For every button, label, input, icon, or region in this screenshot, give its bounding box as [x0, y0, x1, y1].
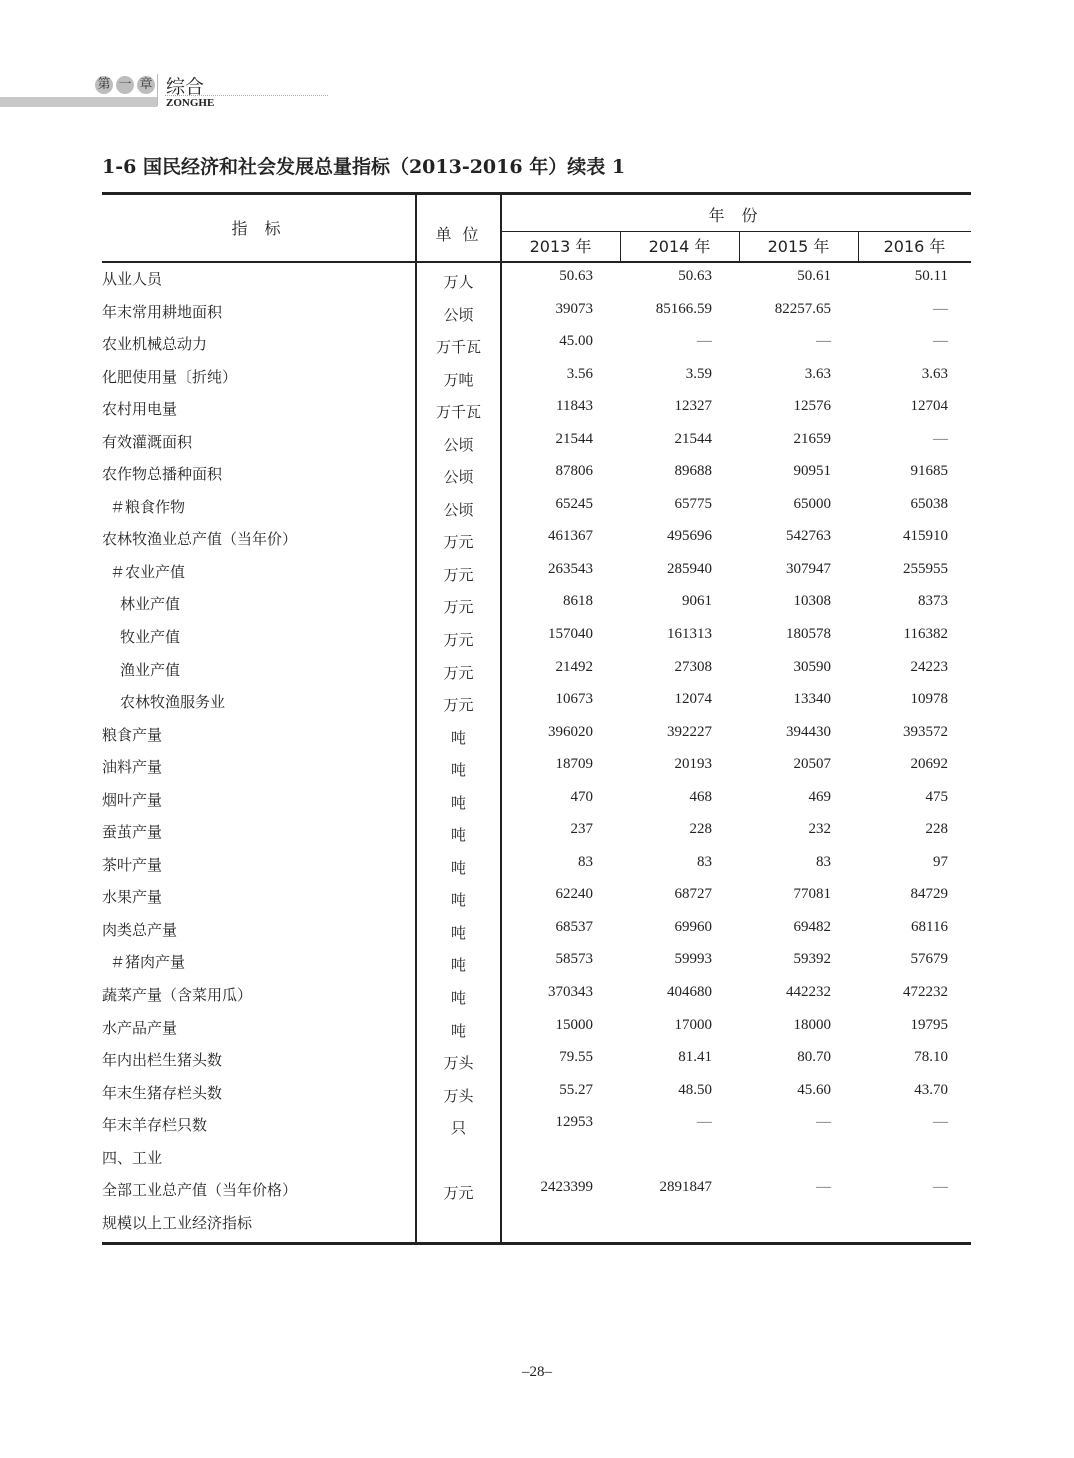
value-cell: 50.11: [914, 268, 948, 284]
value-cell: 237: [570, 821, 593, 838]
unit-cell: 万元: [443, 598, 474, 617]
page-number: –28–: [522, 1364, 552, 1380]
table-row: [102, 328, 971, 361]
header-year-group: 年 份: [708, 206, 764, 225]
unit-cell: 吨: [450, 956, 466, 975]
value-cell: 442232: [786, 984, 831, 1001]
value-cell: 48.50: [678, 1081, 712, 1098]
unit-cell: 吨: [450, 891, 466, 910]
value-cell: —: [933, 1114, 948, 1131]
indicator-name: 年末常用耕地面积: [102, 302, 223, 321]
indicator-name: 有效灌溉面积: [102, 432, 193, 451]
value-cell: 3.63: [804, 365, 831, 382]
indicator-name: 农村用电量: [102, 400, 178, 419]
value-cell: 68537: [555, 918, 593, 935]
unit-cell: 万元: [443, 533, 474, 552]
value-cell: 542763: [786, 528, 831, 545]
value-cell: —: [697, 333, 712, 350]
indicator-name: 全部工业总产值（当年价格）: [102, 1181, 298, 1200]
unit-cell: 吨: [450, 858, 466, 877]
value-cell: 45.60: [797, 1081, 831, 1098]
header-dotted-rule: [165, 95, 328, 96]
value-cell: 10673: [555, 691, 593, 708]
value-cell: 45.00: [559, 333, 593, 350]
table-row: [102, 426, 971, 459]
value-cell: 393572: [903, 723, 948, 740]
value-cell: —: [933, 300, 948, 317]
value-cell: 12327: [674, 398, 712, 415]
unit-cell: 万元: [443, 631, 474, 650]
value-cell: 18709: [555, 756, 593, 773]
table-row: [102, 751, 971, 784]
header-year-2016: 2016 年: [883, 237, 946, 256]
chapter-char: 一: [116, 76, 134, 94]
unit-cell: 万头: [443, 1054, 474, 1073]
value-cell: 83: [816, 853, 831, 870]
unit-cell: 万元: [443, 663, 474, 682]
value-cell: 370343: [548, 984, 593, 1001]
value-cell: 65245: [555, 495, 593, 512]
value-cell: 89688: [674, 463, 712, 480]
value-cell: 8373: [918, 593, 948, 610]
value-cell: 12704: [910, 398, 948, 415]
value-cell: 65775: [674, 495, 712, 512]
indicator-name: 蔬菜产量（含菜用瓜）: [102, 986, 253, 1005]
value-cell: 97: [933, 853, 948, 870]
value-cell: 8618: [563, 593, 593, 610]
value-cell: 59392: [793, 951, 831, 968]
indicator-name: 农林牧渔业总产值（当年价）: [102, 530, 298, 549]
value-cell: 27308: [674, 658, 712, 675]
value-cell: 65000: [793, 495, 831, 512]
table-row: [102, 588, 971, 621]
value-cell: 68116: [911, 918, 948, 935]
value-cell: 84729: [910, 886, 948, 903]
header-year-2013: 2013 年: [529, 237, 592, 256]
value-cell: 21659: [793, 430, 831, 447]
indicator-name: 水果产量: [102, 888, 163, 907]
value-cell: 12953: [555, 1114, 593, 1131]
value-cell: 12576: [793, 398, 831, 415]
value-cell: —: [816, 1114, 831, 1131]
indicator-name: 林业产值: [120, 595, 181, 614]
header-year-2015: 2015 年: [767, 237, 830, 256]
unit-cell: 万千瓦: [435, 403, 481, 422]
value-cell: 78.10: [914, 1049, 948, 1066]
table-row: [102, 849, 971, 882]
table-body: [102, 263, 971, 1239]
value-cell: 396020: [548, 723, 593, 740]
value-cell: 62240: [555, 886, 593, 903]
value-cell: 59993: [674, 951, 712, 968]
chapter-char: 第: [95, 76, 113, 94]
value-cell: 81.41: [678, 1049, 712, 1066]
value-cell: 2423399: [540, 1179, 593, 1196]
section-title: 综合: [166, 76, 205, 98]
unit-cell: 万元: [443, 1184, 474, 1203]
unit-cell: 万元: [443, 565, 474, 584]
table-row: [102, 816, 971, 849]
value-cell: 3.56: [566, 365, 593, 382]
value-cell: 57679: [910, 951, 948, 968]
unit-cell: 吨: [450, 761, 466, 780]
indicator-name: 农林牧渔服务业: [120, 693, 226, 712]
value-cell: 85166.59: [655, 300, 712, 317]
unit-cell: 吨: [450, 728, 466, 747]
value-cell: 68727: [674, 886, 712, 903]
value-cell: 18000: [793, 1016, 831, 1033]
indicator-name: 水产品产量: [102, 1018, 178, 1037]
value-cell: 50.63: [559, 268, 593, 284]
unit-cell: 公顷: [443, 435, 474, 454]
value-cell: —: [816, 333, 831, 350]
value-cell: 80.70: [797, 1049, 831, 1066]
indicator-name: 茶叶产量: [102, 855, 163, 874]
value-cell: 90951: [793, 463, 831, 480]
value-cell: 285940: [667, 560, 712, 577]
value-cell: 468: [689, 788, 712, 805]
value-cell: 13340: [793, 691, 831, 708]
value-cell: 58573: [555, 951, 593, 968]
indicator-name: 从业人员: [102, 270, 163, 288]
indicator-name: 蚕茧产量: [102, 823, 163, 842]
value-cell: 83: [578, 853, 593, 870]
value-cell: 82257.65: [774, 300, 831, 317]
table-row: [102, 361, 971, 394]
value-cell: 404680: [667, 984, 712, 1001]
table-row: [102, 621, 971, 654]
table-row: [102, 881, 971, 914]
unit-cell: 万元: [443, 696, 474, 715]
table-row: [102, 914, 971, 947]
section-pinyin: ZONGHE: [166, 97, 215, 109]
value-cell: 50.63: [678, 268, 712, 284]
header-divider: [157, 74, 158, 106]
value-cell: 55.27: [559, 1081, 593, 1098]
indicator-name: 化肥使用量〔折纯）: [102, 367, 238, 386]
table-row: [102, 458, 971, 491]
table-row: [102, 1142, 971, 1175]
table-top-rule: [102, 192, 971, 195]
table-row: [102, 1012, 971, 1045]
unit-cell: 吨: [450, 793, 466, 812]
value-cell: 307947: [786, 560, 831, 577]
unit-cell: 吨: [450, 923, 466, 942]
value-cell: 65038: [910, 495, 948, 512]
indicator-name: 肉类总产量: [102, 920, 178, 939]
table-row: [102, 784, 971, 817]
value-cell: 472232: [903, 984, 948, 1001]
indicator-name: 规模以上工业经济指标: [102, 1213, 253, 1232]
value-cell: 69482: [793, 918, 831, 935]
table-bottom-rule: [102, 1242, 971, 1245]
value-cell: 15000: [555, 1016, 593, 1033]
unit-cell: 吨: [450, 1021, 466, 1040]
value-cell: 10308: [793, 593, 831, 610]
value-cell: 30590: [793, 658, 831, 675]
table-row: [102, 946, 971, 979]
table-row: [102, 719, 971, 752]
value-cell: 3.63: [921, 365, 948, 382]
indicator-name: 油料产量: [102, 758, 163, 777]
value-cell: —: [933, 333, 948, 350]
table-row: [102, 296, 971, 329]
table-row: [102, 491, 971, 524]
unit-cell: 公顷: [443, 305, 474, 324]
indicator-name: 年内出栏生猪头数: [102, 1051, 223, 1070]
value-cell: 263543: [548, 560, 593, 577]
value-cell: 69960: [674, 918, 712, 935]
value-cell: 87806: [555, 463, 593, 480]
table-row: [102, 1044, 971, 1077]
value-cell: 3.59: [685, 365, 712, 382]
indicator-name: 农业机械总动力: [102, 335, 208, 354]
value-cell: 19795: [910, 1016, 948, 1033]
value-cell: 228: [925, 821, 948, 838]
value-cell: 469: [808, 788, 831, 805]
value-cell: 12074: [674, 691, 712, 708]
table-row: [102, 1174, 971, 1207]
header-year-2014: 2014 年: [648, 237, 711, 256]
value-cell: 495696: [667, 528, 712, 545]
value-cell: 157040: [548, 626, 593, 643]
indicator-name: 年末生猪存栏头数: [102, 1083, 223, 1102]
value-cell: 17000: [674, 1016, 712, 1033]
indicator-name: 牧业产值: [120, 628, 181, 647]
value-cell: 255955: [903, 560, 948, 577]
unit-cell: 万千瓦: [435, 338, 481, 357]
table-row: [102, 654, 971, 687]
table-row: [102, 979, 971, 1012]
unit-cell: 万人: [443, 273, 474, 291]
header-gray-bar: [0, 97, 157, 107]
value-cell: —: [697, 1114, 712, 1131]
table-row: [102, 1109, 971, 1142]
value-cell: 116382: [903, 626, 948, 643]
value-cell: 91685: [910, 463, 948, 480]
unit-cell: 万头: [443, 1086, 474, 1105]
value-cell: 394430: [786, 723, 831, 740]
value-cell: 392227: [667, 723, 712, 740]
value-cell: 10978: [910, 691, 948, 708]
value-cell: 20507: [793, 756, 831, 773]
unit-cell: 公顷: [443, 500, 474, 519]
indicator-name: 年末羊存栏只数: [102, 1116, 208, 1135]
table-row: [102, 1077, 971, 1110]
indicator-name: 农作物总播种面积: [102, 465, 223, 484]
unit-cell: 只: [450, 1119, 466, 1138]
value-cell: 461367: [548, 528, 593, 545]
chapter-label: [95, 76, 155, 94]
value-cell: 83: [697, 853, 712, 870]
unit-cell: 公顷: [443, 468, 474, 487]
value-cell: 232: [808, 821, 831, 838]
value-cell: —: [933, 1179, 948, 1196]
indicator-name: ＃农业产值: [110, 562, 186, 581]
table-row: [102, 393, 971, 426]
value-cell: 79.55: [559, 1049, 593, 1066]
value-cell: 415910: [903, 528, 948, 545]
unit-cell: 吨: [450, 989, 466, 1008]
value-cell: 50.61: [797, 268, 831, 284]
value-cell: —: [816, 1179, 831, 1196]
value-cell: 21544: [555, 430, 593, 447]
table-row: [102, 686, 971, 719]
value-cell: 77081: [793, 886, 831, 903]
value-cell: 39073: [555, 300, 593, 317]
header-unit: 单 位: [435, 225, 482, 244]
indicator-name: 四、工业: [102, 1148, 163, 1167]
indicator-name: 渔业产值: [120, 660, 181, 679]
table-row: [102, 556, 971, 589]
header-indicator: 指 标: [231, 219, 287, 238]
value-cell: —: [933, 430, 948, 447]
value-cell: 20692: [910, 756, 948, 773]
value-cell: 21492: [555, 658, 593, 675]
chapter-char: 章: [137, 76, 155, 94]
indicator-name: ＃猪肉产量: [110, 953, 186, 972]
table-row: [102, 1207, 971, 1240]
value-cell: 20193: [674, 756, 712, 773]
table-row: [102, 263, 971, 296]
value-cell: 24223: [910, 658, 948, 675]
unit-cell: 吨: [450, 826, 466, 845]
value-cell: 11843: [556, 398, 593, 415]
indicator-name: 烟叶产量: [102, 790, 163, 809]
value-cell: 161313: [667, 626, 712, 643]
value-cell: 475: [925, 788, 948, 805]
unit-cell: 万吨: [443, 370, 474, 389]
table-row: [102, 523, 971, 556]
value-cell: 2891847: [659, 1179, 712, 1196]
year-subheader-rule: [501, 231, 971, 232]
value-cell: 9061: [682, 593, 712, 610]
table-title: 1-6 国民经济和社会发展总量指标（2013-2016 年）续表 1: [102, 156, 626, 178]
value-cell: 228: [689, 821, 712, 838]
value-cell: 43.70: [914, 1081, 948, 1098]
indicator-name: ＃粮食作物: [110, 497, 186, 516]
value-cell: 21544: [674, 430, 712, 447]
indicator-name: 粮食产量: [102, 725, 163, 744]
value-cell: 180578: [786, 626, 831, 643]
value-cell: 470: [570, 788, 593, 805]
